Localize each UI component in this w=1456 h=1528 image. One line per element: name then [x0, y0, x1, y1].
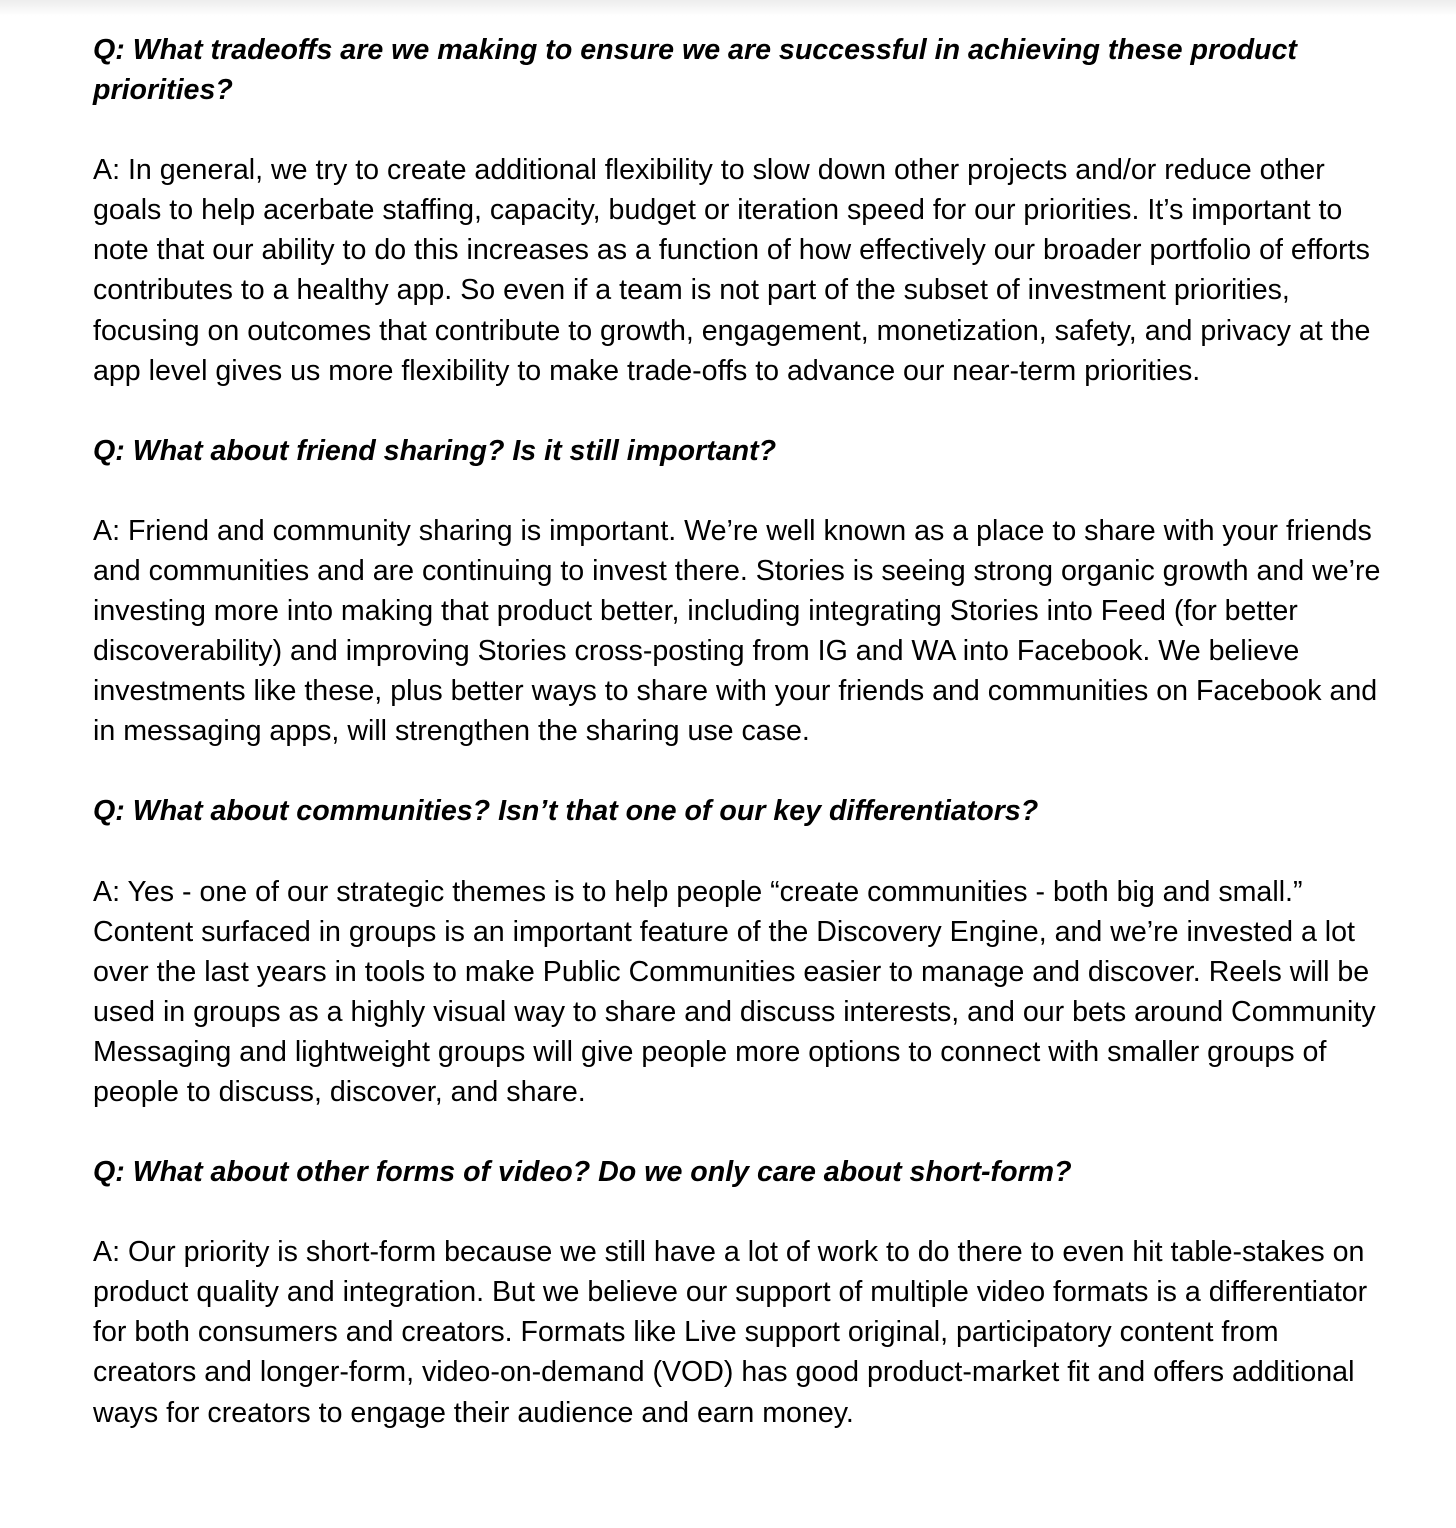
- faq-item-video-forms: [93, 1152, 1383, 1433]
- answer-tradeoffs: A: In general, we try to create additional flexibility to slow down other projects and/or reduce other goals to help acerbate staffing, capacity, budget or iteration speed for our priorities. It’s important to note that our ability to do this increases as a function of how effectively our broader portfolio of efforts contributes to a healthy app. So even if a team is not part of the subset of investment priorities, focusing on outcomes that contribute to growth, engagement, monetization, safety, and privacy at the app level gives us more flexibility to make trade-offs to advance our near-term priorities.: [93, 154, 1371, 387]
- question-friend-sharing: Q: What about friend sharing? Is it still important?: [93, 434, 777, 467]
- question-video-forms: Q: What about other forms of video? Do we only care about short-form?: [93, 1156, 1072, 1189]
- faq-item-communities: [93, 791, 1383, 1112]
- top-edge-shadow: [0, 0, 1456, 16]
- document-page: [93, 30, 1383, 1473]
- answer-friend-sharing: A: Friend and community sharing is important. We’re well known as a place to share with your friends and communities and are continuing to invest there. Stories is seeing strong organic growth and we’re investing more into making that product better, including integrating Stories into Feed (for better discoverability) and improving Stories cross-posting from IG and WA into Facebook. We believe investments like these, plus better ways to share with your friends and communities on Facebook and in messaging apps, will strengthen the sharing use case.: [93, 514, 1381, 748]
- faq-item-tradeoffs: [93, 30, 1383, 391]
- question-tradeoffs: Q: What tradeoffs are we making to ensure we are successful in achieving these product priorities?: [93, 34, 1297, 107]
- answer-video-forms: A: Our priority is short-form because we still have a lot of work to do there to even hit table-stakes on product quality and integration. But we believe our support of multiple video formats is a differentiator for both consumers and creators. Formats like Live support original, participatory content from creators and longer-form, video-on-demand (VOD) has good product-market fit and offers additional ways for creators to engage their audience and earn money.: [93, 1236, 1368, 1429]
- question-communities: Q: What about communities? Isn’t that one of our key differentiators?: [93, 795, 1039, 828]
- answer-communities: A: Yes - one of our strategic themes is to help people “create communities - both big and small.” Content surfaced in groups is an important feature of the Discovery Engine, and we’re invested a lot over the last years in tools to make Public Communities easier to manage and discover. Reels will be used in groups as a highly visual way to share and discuss interests, and our bets around Community Messaging and lightweight groups will give people more options to connect with smaller groups of people to discuss, discover, and share.: [93, 875, 1376, 1108]
- faq-item-friend-sharing: [93, 431, 1383, 752]
